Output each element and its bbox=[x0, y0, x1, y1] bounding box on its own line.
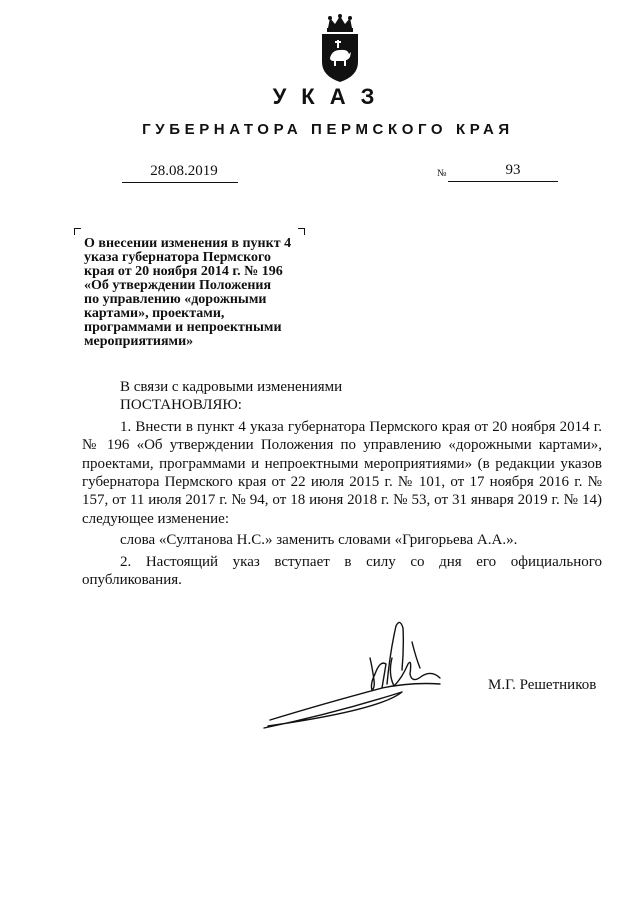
number-sign: № bbox=[437, 168, 447, 179]
issuer-title: ГУБЕРНАТОРА ПЕРМСКОГО КРАЯ bbox=[142, 121, 514, 138]
document-date: 28.08.2019 bbox=[150, 163, 218, 179]
signature-icon bbox=[262, 618, 442, 733]
number-underline bbox=[448, 181, 558, 182]
heading-corner-left bbox=[74, 228, 81, 235]
signer-name: М.Г. Решетников bbox=[488, 677, 597, 693]
document-body bbox=[82, 378, 602, 589]
date-underline bbox=[122, 182, 238, 183]
body-paragraph: 1. Внести в пункт 4 указа губернатора Пермского края от 20 ноября 2014 г. № 196 «Об утверждении Положения по управлению «дорожными картами», проектами, программами и непроектными мероприятиями» (в редакции указов губернатора Пермского края от 22 июля 2015 г. № 101, от 17 ноября 2016 г. № 157, от 11 июля 2017 г. № 94, от 18 июня 2018 г. № 53, от 31 января 2019 г. № 14) следующее изменение: bbox=[82, 418, 602, 527]
body-paragraph: 2. Настоящий указ вступает в силу со дня его официального опубликования. bbox=[82, 553, 602, 589]
coat-of-arms-icon bbox=[318, 14, 362, 84]
body-paragraph: В связи с кадровыми изменениями bbox=[120, 379, 343, 395]
body-paragraph: слова «Султанова Н.С.» заменить словами «Григорьева А.А.». bbox=[120, 532, 518, 549]
document-heading: О внесении изменения в пункт 4 указа губернатора Пермского края от 20 ноября 2014 г. № 196 «Об утверждении Положения по управлению «дорожными картами», проектами, программами и непроектными мероприятиями» bbox=[84, 236, 292, 349]
document-number: 93 bbox=[505, 162, 521, 178]
body-paragraph: ПОСТАНОВЛЯЮ: bbox=[120, 397, 242, 414]
document-type-title: УКАЗ bbox=[272, 84, 390, 109]
heading-corner-right bbox=[298, 228, 305, 235]
